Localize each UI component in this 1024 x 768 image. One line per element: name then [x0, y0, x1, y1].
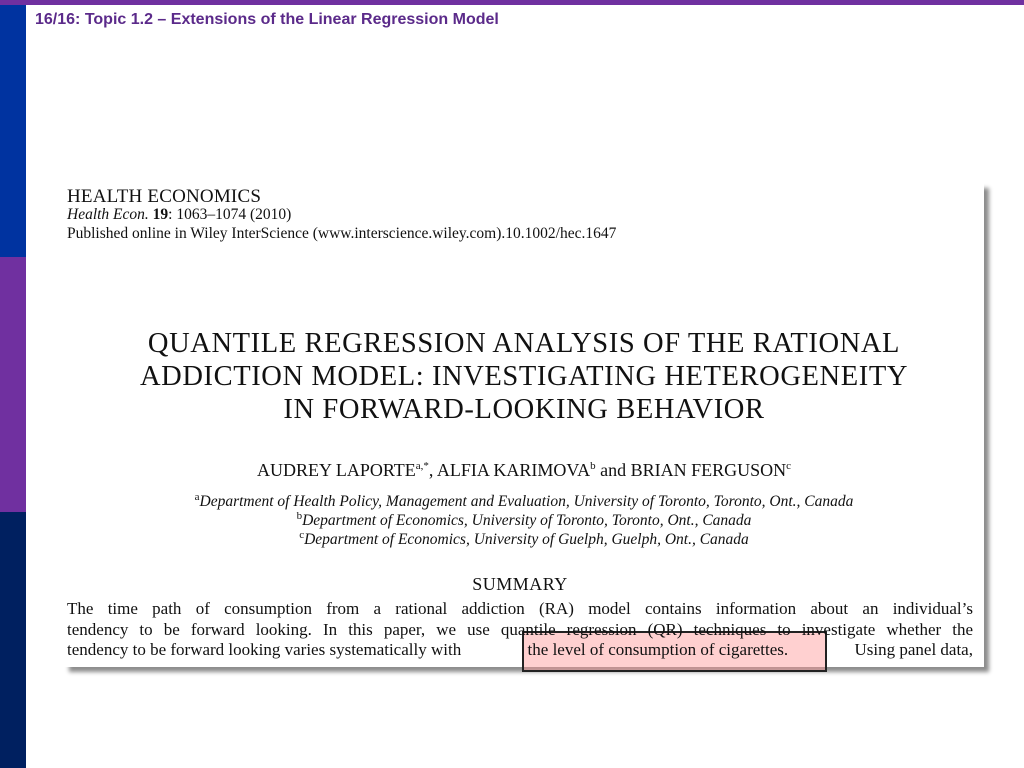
top-accent-bar [0, 0, 1024, 5]
summary-line-3: tendency to be forward looking varies systematically with the level of consumption of cigarettes. Using panel data, [67, 640, 973, 659]
side-bar-navy [0, 512, 26, 768]
side-bar-blue [0, 5, 26, 257]
journal-name: HEALTH ECONOMICS [67, 186, 262, 207]
side-bar-purple [0, 257, 26, 512]
affiliation-b: $^b$Department of Economics, University of Toronto, Toronto, Ont., Canada [296, 510, 752, 530]
paper-title-line-2: ADDICTION MODEL: INVESTIGATING HETEROGENEITY [139, 361, 909, 392]
summary-line-1: The time path of consumption from a rational addiction (RA) model contains information about an individual’s [67, 599, 973, 618]
affiliation-c: $^c$Department of Economics, University of Guelph, Guelph, Ont., Canada [299, 529, 749, 549]
summary-heading: SUMMARY [472, 574, 568, 594]
paper-excerpt-image [64, 183, 984, 667]
summary-line-2: tendency to be forward looking. In this paper, we use quantile regression (QR) techniques to investigate whether the [67, 620, 973, 639]
publication-note: Published online in Wiley InterScience (www.interscience.wiley.com).10.1002/hec.1647 [67, 225, 617, 242]
paper-title-line-3: IN FORWARD-LOOKING BEHAVIOR [283, 394, 765, 425]
author-list: AUDREY $LAPORTE^{a,*}$, ALFIA KARIMOVA$^b$ and BRIAN FERGUSON$^c$ [257, 460, 791, 480]
slide-title: 16/16: Topic 1.2 – Extensions of the Linear Regression Model [35, 11, 499, 28]
affiliation-a: $^a$Department of Health Policy, Management and Evaluation, University of Toronto, Toronto, Ont., Canada [194, 491, 854, 511]
highlighted-phrase: the level of consumption of cigarettes. [527, 640, 789, 659]
journal-citation: Health Econ. 19: 1063–1074 (2010) [67, 206, 292, 223]
paper-title-line-1: QUANTILE REGRESSION ANALYSIS OF THE RATIONAL [147, 328, 901, 359]
